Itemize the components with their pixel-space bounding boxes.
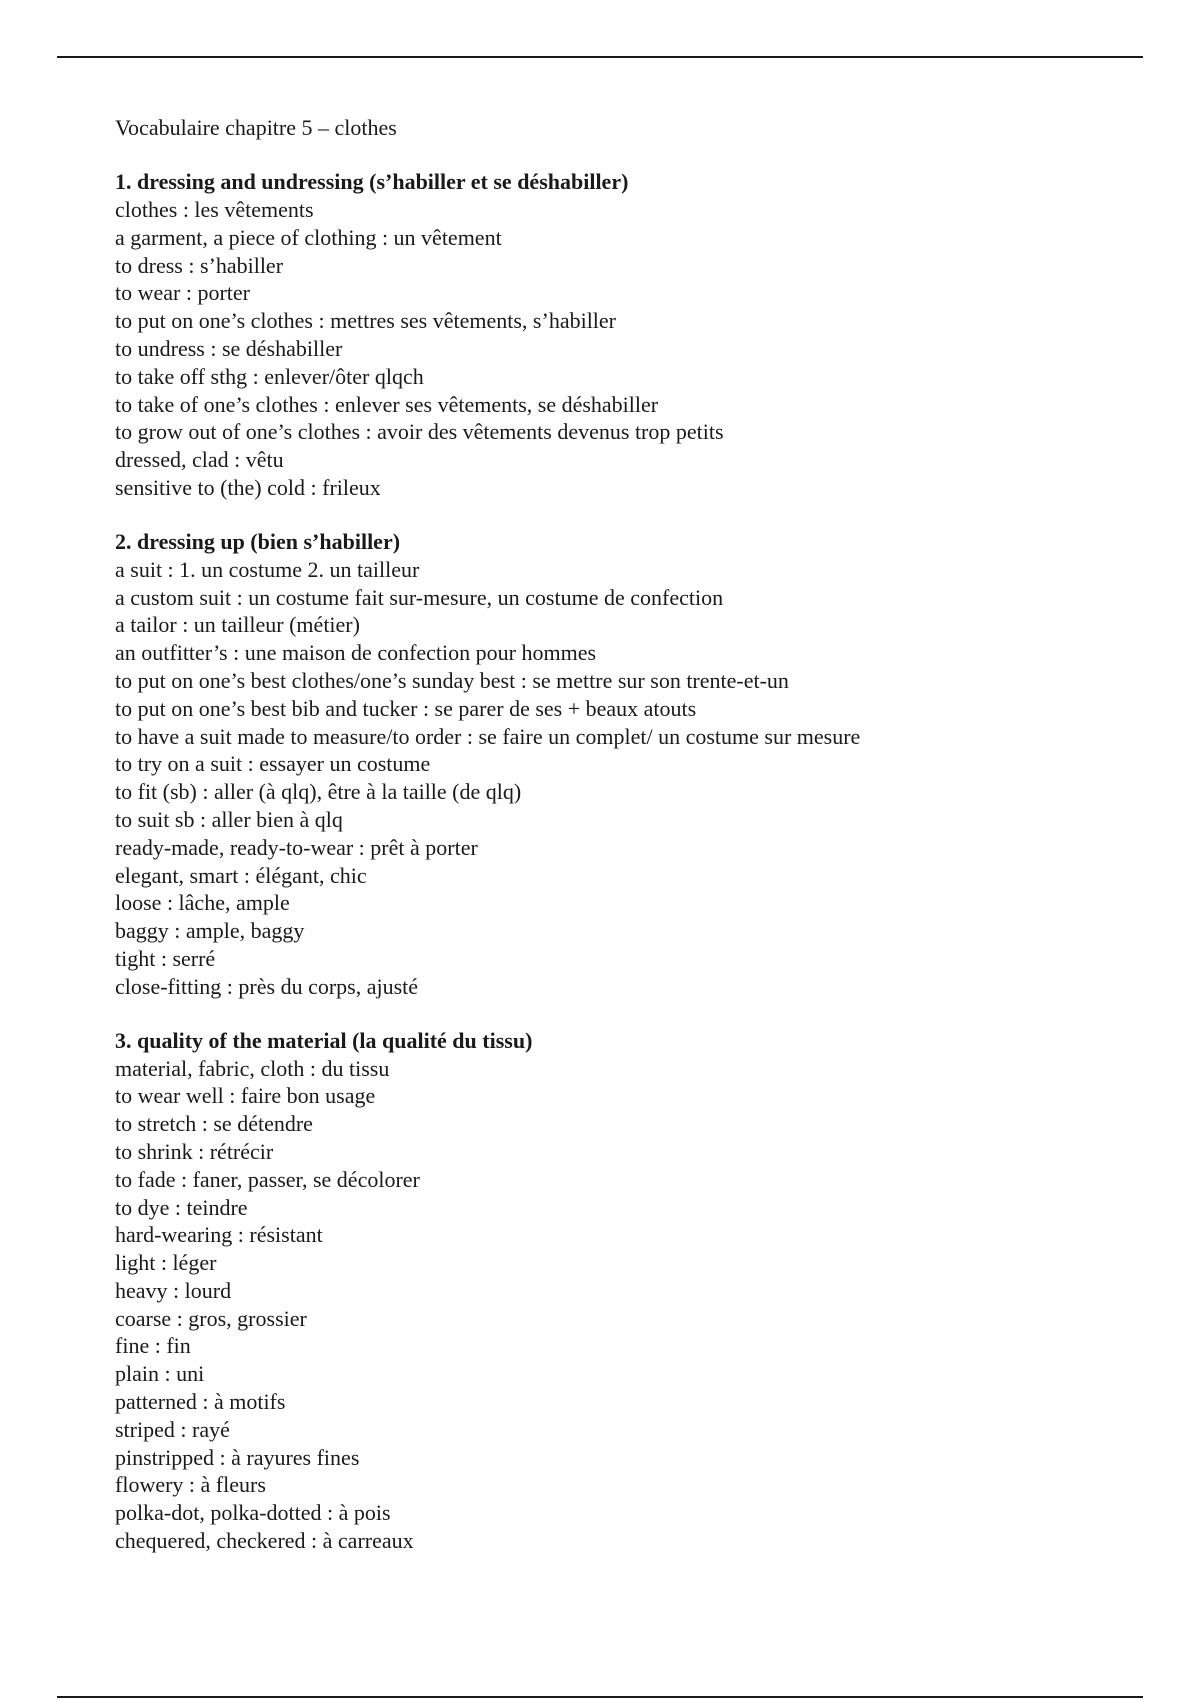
vocabulary-entry: to dress : s’habiller <box>115 252 284 278</box>
vocabulary-list <box>115 196 1135 502</box>
header-rule <box>57 56 1143 58</box>
section-heading: 1. dressing and undressing (s’habiller et se déshabiller) <box>115 169 629 194</box>
vocabulary-entry: flowery : à fleurs <box>115 1472 266 1498</box>
vocabulary-entry: to suit sb : aller bien à qlq <box>115 806 343 832</box>
vocabulary-entry: to grow out of one’s clothes : avoir des vêtements devenus trop petits <box>115 419 724 445</box>
section-dressing-undressing <box>115 168 1135 502</box>
vocabulary-entry: striped : rayé <box>115 1416 230 1442</box>
vocabulary-entry: to put on one’s best bib and tucker : se parer de ses + beaux atouts <box>115 695 697 721</box>
vocabulary-entry: to wear : porter <box>115 280 250 306</box>
document-title: Vocabulaire chapitre 5 – clothes <box>115 115 397 140</box>
vocabulary-entry: dressed, clad : vêtu <box>115 447 284 473</box>
vocabulary-entry: to stretch : se détendre <box>115 1111 313 1137</box>
vocabulary-entry: baggy : ample, baggy <box>115 918 305 944</box>
footer-rule <box>57 1696 1143 1698</box>
vocabulary-entry: patterned : à motifs <box>115 1389 286 1415</box>
vocabulary-entry: loose : lâche, ample <box>115 890 290 916</box>
vocabulary-entry: ready-made, ready-to-wear : prêt à porter <box>115 834 478 860</box>
vocabulary-entry: an outfitter’s : une maison de confection pour hommes <box>115 640 597 666</box>
vocabulary-list <box>115 1055 1135 1555</box>
section-dressing-up <box>115 528 1135 1001</box>
vocabulary-entry: to fit (sb) : aller (à qlq), être à la taille (de qlq) <box>115 779 522 805</box>
vocabulary-list <box>115 556 1135 1001</box>
vocabulary-entry: to put on one’s clothes : mettres ses vêtements, s’habiller <box>115 308 617 334</box>
vocabulary-entry: to take of one’s clothes : enlever ses vêtements, se déshabiller <box>115 391 659 417</box>
vocabulary-entry: polka-dot, polka-dotted : à pois <box>115 1500 391 1526</box>
vocabulary-entry: chequered, checkered : à carreaux <box>115 1528 414 1554</box>
vocabulary-entry: to put on one’s best clothes/one’s sunday best : se mettre sur son trente-et-un <box>115 667 789 693</box>
vocabulary-entry: close-fitting : près du corps, ajusté <box>115 973 419 999</box>
vocabulary-entry: light : léger <box>115 1250 217 1276</box>
vocabulary-entry: tight : serré <box>115 945 216 971</box>
vocabulary-entry: a custom suit : un costume fait sur-mesure, un costume de confection <box>115 584 724 610</box>
vocabulary-entry: to wear well : faire bon usage <box>115 1083 376 1109</box>
vocabulary-entry: a suit : 1. un costume 2. un tailleur <box>115 556 420 582</box>
vocabulary-entry: to have a suit made to measure/to order : se faire un complet/ un costume sur mesure <box>115 723 861 749</box>
vocabulary-entry: heavy : lourd <box>115 1277 232 1303</box>
vocabulary-entry: a tailor : un tailleur (métier) <box>115 612 360 638</box>
vocabulary-entry: plain : uni <box>115 1361 205 1387</box>
vocabulary-entry: material, fabric, cloth : du tissu <box>115 1055 390 1081</box>
vocabulary-entry: to try on a suit : essayer un costume <box>115 751 431 777</box>
vocabulary-entry: elegant, smart : élégant, chic <box>115 862 367 888</box>
vocabulary-entry: to take off sthg : enlever/ôter qlqch <box>115 363 424 389</box>
section-quality-material <box>115 1027 1135 1555</box>
vocabulary-entry: hard-wearing : résistant <box>115 1222 323 1248</box>
vocabulary-entry: a garment, a piece of clothing : un vêtement <box>115 224 502 250</box>
section-heading: 3. quality of the material (la qualité du tissu) <box>115 1027 533 1053</box>
vocabulary-entry: to dye : teindre <box>115 1194 248 1220</box>
vocabulary-entry: to fade : faner, passer, se décolorer <box>115 1166 420 1192</box>
vocabulary-entry: to shrink : rétrécir <box>115 1138 274 1164</box>
vocabulary-entry: to undress : se déshabiller <box>115 335 343 361</box>
vocabulary-entry: fine : fin <box>115 1333 191 1359</box>
section-heading: 2. dressing up (bien s’habiller) <box>115 528 401 554</box>
document-body <box>115 114 1135 1581</box>
vocabulary-entry: sensitive to (the) cold : frileux <box>115 474 381 500</box>
vocabulary-entry: clothes : les vêtements <box>115 197 314 222</box>
vocabulary-entry: coarse : gros, grossier <box>115 1305 307 1331</box>
vocabulary-entry: pinstripped : à rayures fines <box>115 1444 360 1470</box>
